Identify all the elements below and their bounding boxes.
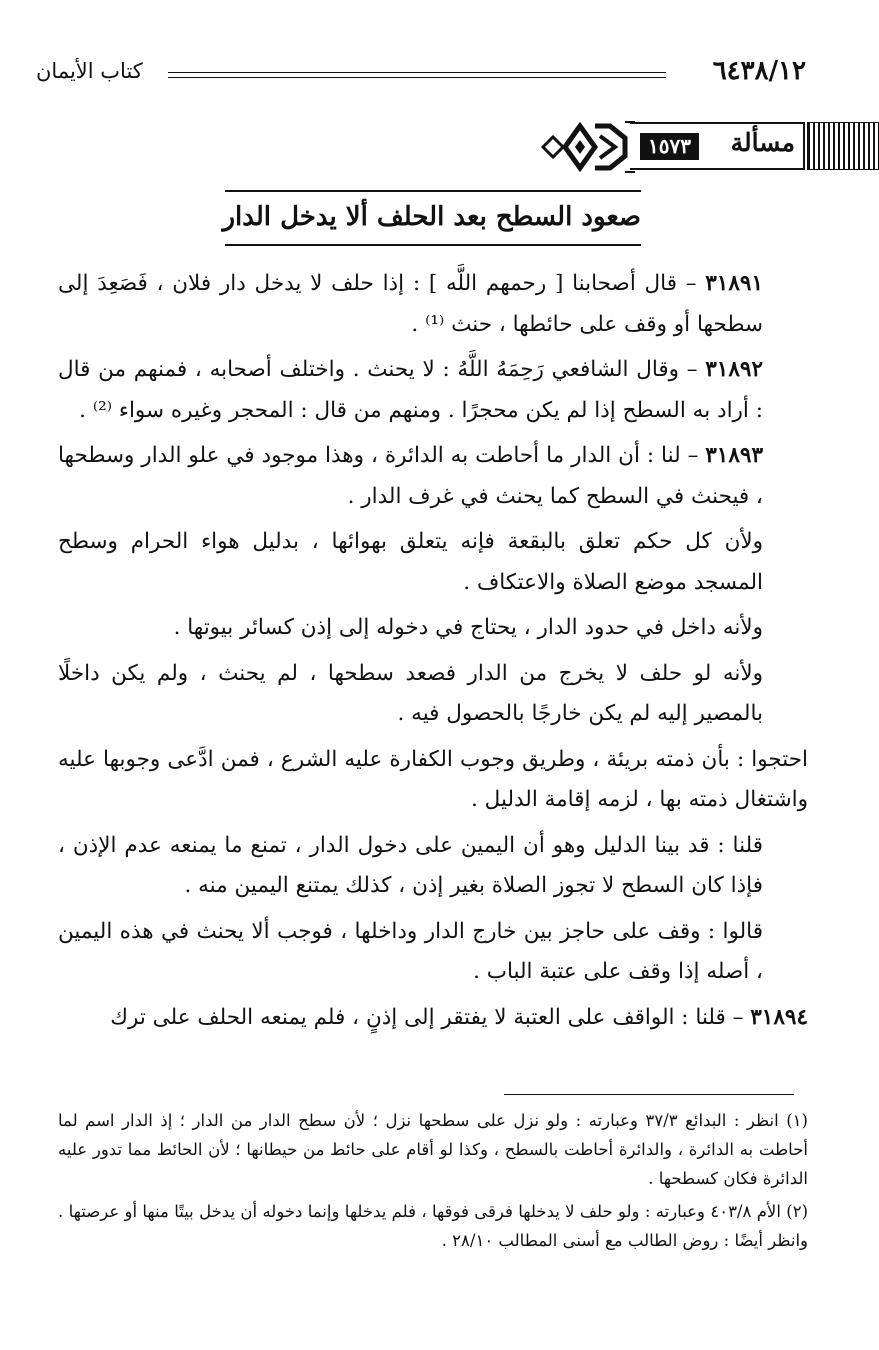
footnote-rule xyxy=(504,1094,794,1095)
masala-label: مسألة xyxy=(730,128,795,157)
issue-number: ٣١٨٩٣ xyxy=(705,443,763,468)
paragraph xyxy=(58,912,808,998)
paragraph xyxy=(58,654,808,740)
paragraph-text: – لنا : أن الدار ما أحاطت به الدائرة ، وهذا موجود في علو الدار وسطحها ، فيحنث في السطح كما يحنث في غرف الدار . xyxy=(58,443,763,509)
paragraph-text: قلنا : قد بينا الدليل وهو أن اليمين على دخول الدار ، تمنع ما يمنعه عدم الإذن ، فإذا كان السطح لا تجوز الصلاة بغير إذن ، كذلك يمتنع اليمين منه . xyxy=(58,832,763,898)
paragraph-text: – قال أصحابنا [ رحمهم اللَّه ] : إذا حلف لا يدخل دار فلان ، فَصَعِدَ إلى سطحها أو وقف على حائطها ، حنث ⁽¹⁾ . xyxy=(58,271,763,337)
paragraph xyxy=(58,608,808,654)
paragraph-text: – وقال الشافعي رَحِمَهُ اللَّهُ : لا يحنث . واختلف أصحابه ، فمنهم من قال : أراد به السطح إذا لم يكن محجرًا . ومنهم من قال : المحجر وغيره سواء ⁽²⁾ . xyxy=(58,357,763,423)
issue-number: ٣١٨٩١ xyxy=(705,271,763,296)
paragraph xyxy=(58,740,808,826)
paragraph xyxy=(58,826,808,912)
body-text xyxy=(58,264,808,1043)
masala-number: ١٥٧٣ xyxy=(640,133,699,160)
page-header xyxy=(36,56,806,96)
footnotes xyxy=(58,1106,808,1259)
section-title: صعود السطح بعد الحلف ألا يدخل الدار xyxy=(225,190,641,246)
paragraph-text: ولأنه داخل في حدود الدار ، يحتاج في دخوله إلى إذن كسائر بيوتها . xyxy=(173,615,763,640)
footnote: (٢) الأم ٤٠٣/٨ وعبارته : ولو حلف لا يدخلها فرقى فوقها ، فلم يدخلها وإنما دخوله أن يدخل بيتًا منها أو عرصتها . وانظر أيضًا : روض الطالب مع أسنى المطالب ٢٨/١٠ . xyxy=(58,1202,809,1250)
paragraph xyxy=(58,522,808,608)
paragraph-text: قالوا : وقف على حاجز بين خارج الدار وداخلها ، فوجب ألا يحنث في هذه اليمين ، أصله إذا وقف على عتبة الباب . xyxy=(58,918,763,984)
striped-bar-ornament xyxy=(807,122,879,170)
masala-label-box xyxy=(630,122,805,170)
paragraph-text: – قلنا : الواقف على العتبة لا يفتقر إلى إذنٍ ، فلم يمنعه الحلف على ترك xyxy=(110,1004,751,1030)
footnote: (١) انظر : البدائع ٣٧/٣ وعبارته : ولو نزل على سطحها نزل ؛ لأن سطح الدار من الدار ؛ إذ الدار اسم لما أحاطت به الدائرة ، والدائرة أحاطت بالسطح ، وكذا لو أقام على حائط من حيطانها ؛ لأن الحائط مما تدور عليه الدائرة فكان كسطحها . xyxy=(58,1111,808,1188)
paragraph xyxy=(58,264,808,350)
issue-number: ٣١٨٩٢ xyxy=(705,357,763,382)
masala-heading xyxy=(535,118,879,176)
book-title: كتاب الأيمان xyxy=(36,59,143,83)
issue-number: ٣١٨٩٤ xyxy=(750,1004,808,1030)
paragraph-text: احتجوا : بأن ذمته بريئة ، وطريق وجوب الكفارة عليه الشرع ، فمن ادَّعى وجوبها عليه واشتغال ذمته بها ، لزمه إقامة الدليل . xyxy=(58,746,808,812)
paragraph xyxy=(58,436,808,522)
paragraph xyxy=(58,350,808,436)
paragraph-text: ولأن كل حكم تعلق بالبقعة فإنه يتعلق بهوائها ، بدليل هواء الحرام وسطح المسجد موضع الصلاة والاعتكاف . xyxy=(58,529,763,595)
geometric-ornament-icon xyxy=(535,118,635,176)
paragraph-text: ولأنه لو حلف لا يخرج من الدار فصعد سطحها ، لم يحنث ، ولم يكن داخلًا بالمصير إليه لم يكن خارجًا بالحصول فيه . xyxy=(58,660,763,726)
page-number: ٦٤٣٨/١٢ xyxy=(712,56,806,86)
paragraph xyxy=(58,998,808,1044)
header-rule xyxy=(168,72,666,78)
